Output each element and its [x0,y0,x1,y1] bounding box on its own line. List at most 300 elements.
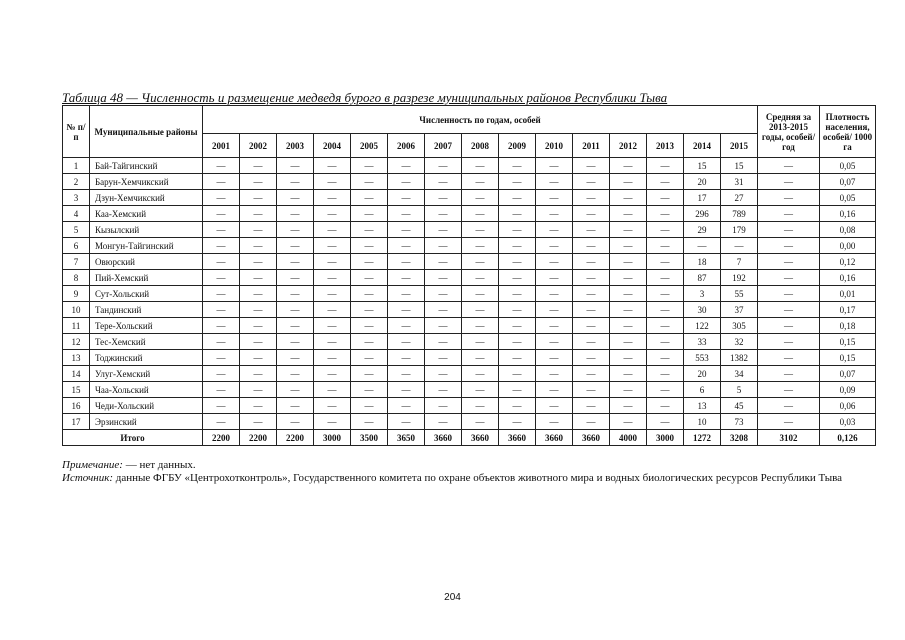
year-value-2015: 45 [721,398,758,414]
year-value-2015: 1382 [721,350,758,366]
year-value: — [610,190,647,206]
year-value: — [425,318,462,334]
year-value: — [240,286,277,302]
year-value: — [536,398,573,414]
year-value: — [462,334,499,350]
year-value: — [277,414,314,430]
year-value: — [610,158,647,174]
header-year: 2008 [462,134,499,158]
year-value: — [573,174,610,190]
year-value: — [462,254,499,270]
district-name: Эрзинский [90,414,203,430]
year-value: — [647,238,684,254]
year-value: — [647,174,684,190]
total-year-value: 3650 [388,430,425,446]
year-value-2014: 18 [684,254,721,270]
row-number: 12 [63,334,90,350]
year-value: — [314,318,351,334]
year-value-2015: 27 [721,190,758,206]
year-value-2015: 7 [721,254,758,270]
district-name: Кызылский [90,222,203,238]
density-value: 0,01 [820,286,876,302]
year-value: — [499,302,536,318]
year-value: — [388,190,425,206]
table-row [63,158,876,174]
year-value: — [610,238,647,254]
average-value: — [758,398,820,414]
year-value: — [647,398,684,414]
density-value: 0,05 [820,158,876,174]
year-value: — [425,206,462,222]
year-value: — [277,254,314,270]
density-value: 0,18 [820,318,876,334]
year-value: — [462,174,499,190]
year-value: — [647,334,684,350]
table-row [63,206,876,222]
total-year-value: 3660 [536,430,573,446]
year-value: — [351,254,388,270]
year-value: — [203,206,240,222]
year-value-2014: 17 [684,190,721,206]
year-value: — [240,350,277,366]
year-value-2014: 10 [684,414,721,430]
year-value: — [573,238,610,254]
year-value-2014: 15 [684,158,721,174]
year-value-2014: — [684,238,721,254]
year-value-2015: 192 [721,270,758,286]
year-value: — [610,174,647,190]
district-name: Тоджинский [90,350,203,366]
header-year: 2010 [536,134,573,158]
year-value: — [573,350,610,366]
year-value: — [647,222,684,238]
year-value: — [314,350,351,366]
year-value: — [536,238,573,254]
density-value: 0,17 [820,302,876,318]
year-value: — [573,334,610,350]
average-value: — [758,350,820,366]
year-value: — [499,270,536,286]
year-value: — [425,158,462,174]
year-value: — [573,414,610,430]
table-row [63,254,876,270]
year-value: — [425,174,462,190]
year-value: — [536,318,573,334]
year-value: — [314,334,351,350]
total-year-value: 3000 [647,430,684,446]
year-value: — [203,174,240,190]
density-value: 0,15 [820,350,876,366]
year-value: — [536,366,573,382]
year-value: — [573,286,610,302]
year-value: — [573,382,610,398]
row-number: 1 [63,158,90,174]
year-value: — [610,350,647,366]
density-value: 0,06 [820,398,876,414]
year-value-2015: — [721,238,758,254]
year-value: — [610,414,647,430]
year-value-2014: 553 [684,350,721,366]
year-value-2015: 32 [721,334,758,350]
year-value: — [314,270,351,286]
density-value: 0,16 [820,206,876,222]
year-value-2015: 789 [721,206,758,222]
district-name: Тере-Хольский [90,318,203,334]
row-number: 10 [63,302,90,318]
year-value: — [203,398,240,414]
year-value: — [536,270,573,286]
year-value: — [425,270,462,286]
average-value: — [758,318,820,334]
year-value: — [388,414,425,430]
year-value: — [499,398,536,414]
year-value-2014: 13 [684,398,721,414]
year-value-2015: 5 [721,382,758,398]
average-value: — [758,286,820,302]
year-value: — [388,318,425,334]
year-value: — [462,366,499,382]
year-value: — [240,254,277,270]
year-value: — [388,334,425,350]
year-value: — [647,318,684,334]
header-year: 2012 [610,134,647,158]
district-name: Чеди-Хольский [90,398,203,414]
year-value: — [351,190,388,206]
year-value: — [351,334,388,350]
year-value: — [573,318,610,334]
district-name: Пий-Хемский [90,270,203,286]
year-value: — [351,158,388,174]
total-year-value: 3660 [499,430,536,446]
source-label: Источник: [62,472,113,484]
year-value: — [610,334,647,350]
year-value: — [499,254,536,270]
year-value-2015: 179 [721,222,758,238]
year-value: — [388,158,425,174]
year-value: — [240,222,277,238]
year-value: — [499,206,536,222]
year-value: — [425,414,462,430]
year-value: — [610,382,647,398]
year-value: — [203,286,240,302]
year-value: — [277,158,314,174]
year-value: — [203,238,240,254]
total-year-value: 3208 [721,430,758,446]
density-value: 0,09 [820,382,876,398]
row-number: 6 [63,238,90,254]
density-value: 0,05 [820,190,876,206]
year-value: — [351,206,388,222]
note-label: Примечание: [62,459,123,471]
density-value: 0,03 [820,414,876,430]
year-value: — [573,222,610,238]
year-value: — [351,398,388,414]
table-notes [62,459,882,485]
year-value: — [277,398,314,414]
table-row [63,190,876,206]
average-value: — [758,382,820,398]
row-number: 15 [63,382,90,398]
average-value: — [758,270,820,286]
year-value-2014: 87 [684,270,721,286]
year-value: — [240,366,277,382]
source-line [62,472,882,485]
year-value: — [462,350,499,366]
year-value: — [499,158,536,174]
year-value: — [314,158,351,174]
year-value: — [240,174,277,190]
year-value: — [536,334,573,350]
year-value: — [351,238,388,254]
year-value: — [647,382,684,398]
district-name: Дзун-Хемчикский [90,190,203,206]
note-text: — нет данных. [122,459,196,471]
year-value: — [647,366,684,382]
year-value: — [240,190,277,206]
density-value: 0,00 [820,238,876,254]
year-value: — [388,254,425,270]
district-name: Барун-Хемчикский [90,174,203,190]
year-value: — [647,302,684,318]
year-value: — [388,270,425,286]
district-name: Тандинский [90,302,203,318]
district-name: Чаа-Хольский [90,382,203,398]
year-value: — [388,382,425,398]
average-value: — [758,206,820,222]
density-value: 0,12 [820,254,876,270]
year-value: — [314,286,351,302]
year-value: — [203,270,240,286]
year-value: — [351,382,388,398]
density-value: 0,07 [820,366,876,382]
year-value: — [425,334,462,350]
year-value: — [425,382,462,398]
total-row [63,430,876,446]
average-value: — [758,222,820,238]
year-value: — [573,206,610,222]
year-value: — [388,286,425,302]
year-value: — [610,302,647,318]
year-value-2015: 34 [721,366,758,382]
year-value: — [536,414,573,430]
year-value: — [462,382,499,398]
total-year-value: 1272 [684,430,721,446]
table-row [63,350,876,366]
year-value: — [314,206,351,222]
year-value: — [536,382,573,398]
year-value: — [240,318,277,334]
year-value: — [240,382,277,398]
table-row [63,286,876,302]
district-name: Тес-Хемский [90,334,203,350]
year-value-2015: 73 [721,414,758,430]
year-value: — [240,158,277,174]
year-value: — [462,222,499,238]
density-value: 0,08 [820,222,876,238]
year-value: — [277,318,314,334]
year-value: — [462,206,499,222]
year-value: — [536,158,573,174]
year-value: — [203,366,240,382]
year-value: — [314,254,351,270]
row-number: 4 [63,206,90,222]
year-value: — [203,334,240,350]
year-value: — [425,398,462,414]
total-year-value: 3660 [462,430,499,446]
total-label: Итого [63,430,203,446]
district-name: Бай-Тайгинский [90,158,203,174]
year-value: — [610,206,647,222]
total-year-value: 2200 [203,430,240,446]
year-value: — [277,302,314,318]
year-value: — [277,270,314,286]
district-name: Улуг-Хемский [90,366,203,382]
average-value: — [758,190,820,206]
year-value-2014: 3 [684,286,721,302]
header-year: 2014 [684,134,721,158]
header-year: 2007 [425,134,462,158]
row-number: 14 [63,366,90,382]
row-number: 11 [63,318,90,334]
year-value: — [573,302,610,318]
year-value: — [462,270,499,286]
table-row [63,302,876,318]
year-value: — [573,190,610,206]
year-value-2014: 20 [684,366,721,382]
bear-population-table [62,105,876,446]
header-density: Плотность населения, особей/ 1000 га [820,106,876,158]
average-value: — [758,366,820,382]
year-value: — [425,238,462,254]
year-value: — [499,382,536,398]
row-number: 17 [63,414,90,430]
table-row [63,414,876,430]
header-year: 2001 [203,134,240,158]
header-year: 2006 [388,134,425,158]
header-year: 2004 [314,134,351,158]
note-line [62,459,882,472]
year-value: — [240,334,277,350]
year-value: — [573,254,610,270]
year-value: — [536,286,573,302]
table-row [63,398,876,414]
total-year-value: 3500 [351,430,388,446]
year-value: — [647,254,684,270]
page-number: 204 [444,592,461,603]
year-value: — [610,318,647,334]
year-value-2015: 55 [721,286,758,302]
header-district: Муниципальные районы [90,106,203,158]
year-value: — [499,174,536,190]
total-year-value: 4000 [610,430,647,446]
year-value: — [314,398,351,414]
year-value: — [425,286,462,302]
year-value-2015: 31 [721,174,758,190]
year-value: — [314,238,351,254]
year-value: — [536,254,573,270]
year-value: — [314,174,351,190]
year-value: — [240,302,277,318]
header-year: 2003 [277,134,314,158]
year-value: — [647,190,684,206]
year-value: — [610,286,647,302]
year-value: — [573,398,610,414]
year-value: — [647,286,684,302]
year-value: — [425,190,462,206]
row-number: 9 [63,286,90,302]
table-row [63,334,876,350]
year-value: — [314,414,351,430]
total-density: 0,126 [820,430,876,446]
average-value: — [758,158,820,174]
year-value: — [536,174,573,190]
year-value-2014: 122 [684,318,721,334]
header-years-group: Численность по годам, особей [203,106,758,134]
year-value: — [536,350,573,366]
density-value: 0,15 [820,334,876,350]
year-value: — [240,414,277,430]
header-year: 2002 [240,134,277,158]
table-row [63,318,876,334]
year-value: — [425,254,462,270]
total-year-value: 2200 [277,430,314,446]
total-year-value: 3660 [573,430,610,446]
table-row [63,270,876,286]
year-value: — [462,238,499,254]
average-value: — [758,174,820,190]
year-value: — [351,366,388,382]
year-value: — [277,366,314,382]
year-value: — [240,270,277,286]
year-value: — [610,366,647,382]
header-year: 2013 [647,134,684,158]
year-value: — [573,270,610,286]
row-number: 16 [63,398,90,414]
density-value: 0,16 [820,270,876,286]
year-value: — [203,350,240,366]
average-value: — [758,302,820,318]
year-value: — [573,366,610,382]
year-value-2014: 6 [684,382,721,398]
district-name: Овюрский [90,254,203,270]
year-value: — [499,286,536,302]
year-value: — [388,302,425,318]
year-value: — [240,238,277,254]
table-row [63,366,876,382]
table-row [63,238,876,254]
year-value: — [203,414,240,430]
year-value-2014: 29 [684,222,721,238]
density-value: 0,07 [820,174,876,190]
row-number: 13 [63,350,90,366]
year-value-2014: 20 [684,174,721,190]
table-row [63,382,876,398]
year-value: — [610,254,647,270]
year-value: — [388,174,425,190]
year-value-2015: 37 [721,302,758,318]
year-value: — [499,318,536,334]
year-value: — [314,382,351,398]
year-value: — [647,414,684,430]
year-value: — [351,302,388,318]
year-value: — [462,158,499,174]
header-average: Средняя за 2013-2015 годы, особей/год [758,106,820,158]
year-value: — [203,158,240,174]
average-value: — [758,238,820,254]
average-value: — [758,414,820,430]
year-value: — [499,414,536,430]
year-value: — [499,190,536,206]
